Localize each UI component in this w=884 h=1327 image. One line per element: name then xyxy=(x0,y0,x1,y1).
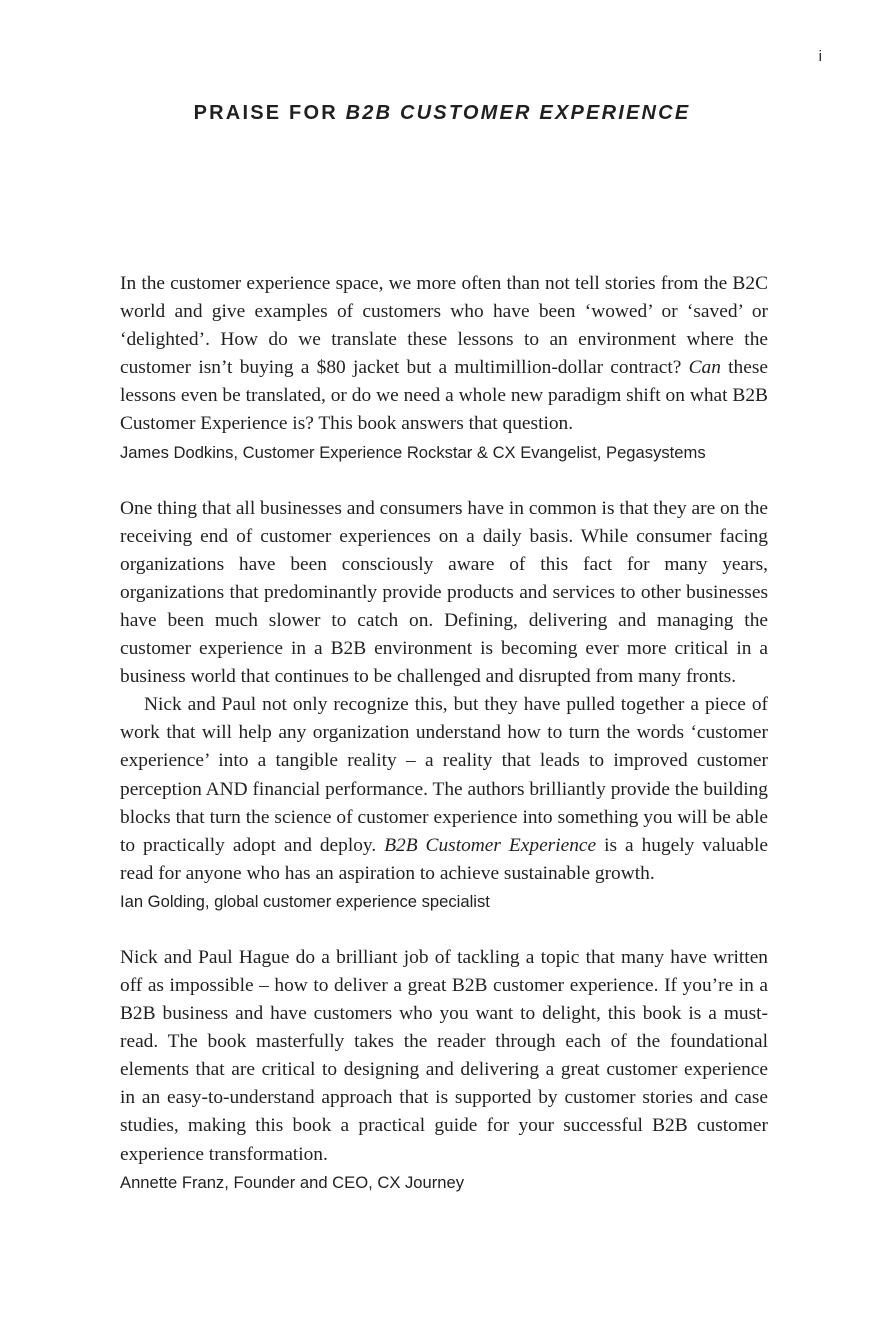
page-title-prefix: PRAISE FOR xyxy=(193,102,346,124)
praise-list xyxy=(120,270,768,1197)
quote-text-segment: In the customer experience space, we more often than not tell stories from the B2C world and give examples of customers who have been ‘wowed’ or ‘saved’ or ‘delighted’. How do we translate these lessons to an environment where the customer isn’t buying a $80 jacket but a multimillion-dollar contract? xyxy=(120,273,768,379)
page-number: i xyxy=(818,48,822,65)
praise-quote-text xyxy=(120,270,768,439)
praise-quote-text xyxy=(120,691,768,888)
praise-quote-1 xyxy=(120,270,768,467)
quote-text-segment: these lessons even be translated, or do we need a whole new paradigm shift on what B2B Customer Experience is? This book answers that question. xyxy=(120,357,768,435)
quote-italic-segment: Can xyxy=(688,357,721,379)
praise-quote-text: Nick and Paul Hague do a brilliant job of tackling a topic that many have written off as impossible – how to deliver a great B2B customer experience. If you’re in a B2B business and have customers who you want to delight, this book is a must-read. The book masterfully takes the reader through each of the foundational elements that are critical to designing and delivering a great customer experience in an easy-to-understand approach that is supported by customer stories and case studies, making this book a practical guide for your successful B2B customer experience transformation. xyxy=(120,946,768,1165)
page-title-book-title: B2B CUSTOMER EXPERIENCE xyxy=(345,102,691,124)
praise-quote-2 xyxy=(120,495,768,916)
praise-attribution: James Dodkins, Customer Experience Rockstar & CX Evangelist, Pegasystems xyxy=(120,442,706,462)
quote-text-segment: Nick and Paul not only recognize this, but they have pulled together a piece of work that will help any organization understand how to turn the words ‘customer experience’ into a tangible reality – a reality that leads to improved customer perception AND financial performance. The authors brilliantly provide the building blocks that turn the science of customer experience into something you will be able to practically adopt and deploy. xyxy=(120,694,768,856)
praise-quote-3 xyxy=(120,944,768,1197)
quote-italic-segment: B2B Customer Experience xyxy=(384,834,597,856)
quote-text-segment: is a hugely valuable read for anyone who has an aspiration to achieve sustainable growth. xyxy=(120,834,768,884)
praise-attribution: Annette Franz, Founder and CEO, CX Journey xyxy=(120,1172,465,1192)
praise-quote-text: One thing that all businesses and consumers have in common is that they are on the receiving end of customer experiences on a daily basis. While consumer facing organizations have been consciously aware of this fact for many years, organizations that predominantly provide products and services to other businesses have been much slower to catch on. Defining, delivering and managing the customer experience in a B2B environment is becoming ever more critical in a business world that continues to be challenged and disrupted from many fronts. xyxy=(120,497,768,688)
praise-attribution: Ian Golding, global customer experience specialist xyxy=(120,891,490,911)
page-title xyxy=(0,102,884,125)
